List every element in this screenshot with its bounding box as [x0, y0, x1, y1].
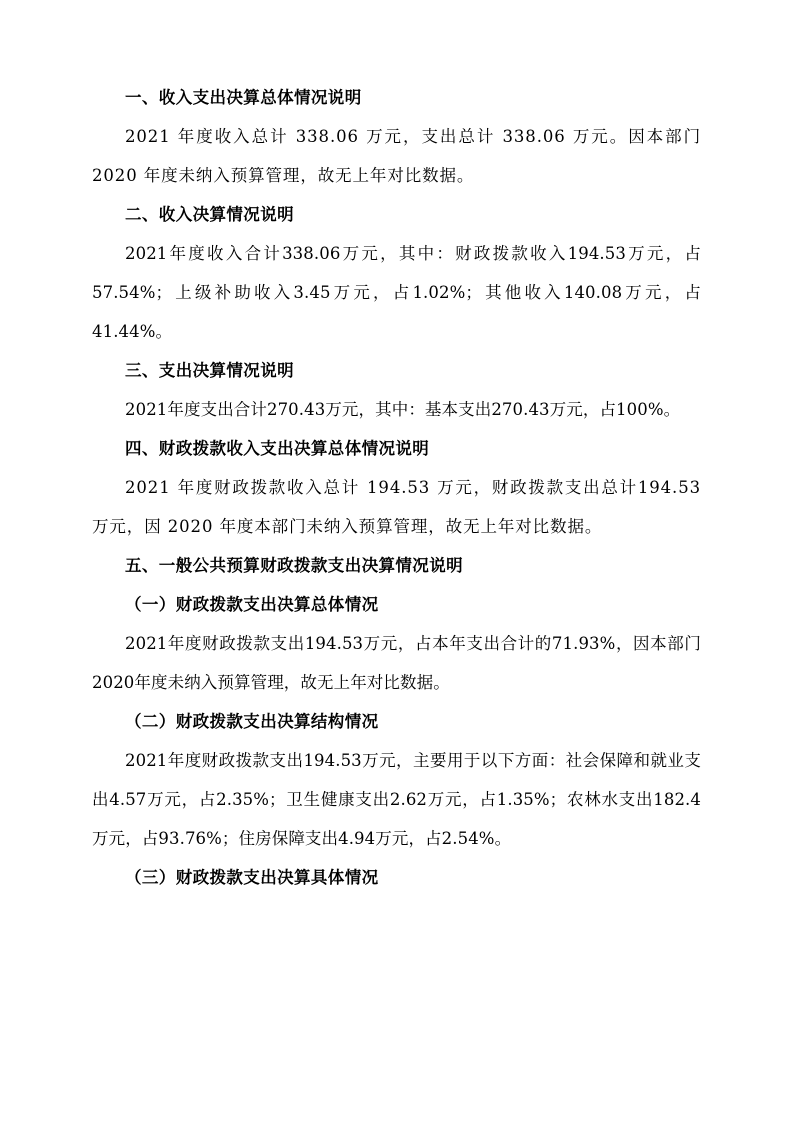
section-heading-5: 五、一般公共预算财政拨款支出决算情况说明: [125, 556, 463, 575]
subsection-paragraph-5-2: 2021年度财政拨款支出194.53万元，主要用于以下方面：社会保障和就业支出4.57万元，占2.35%；卫生健康支出2.62万元，占1.35%；农林水支出182.4万元，占93.76%；住房保障支出4.94万元，占2.54%。: [92, 751, 701, 848]
section-heading-2: 二、收入决算情况说明: [125, 205, 294, 224]
subsection-heading-5-2: （二）财政拨款支出决算结构情况: [125, 712, 379, 731]
section-paragraph-4: 2021 年度财政拨款收入总计 194.53 万元，财政拨款支出总计194.53 万元，因 2020 年度本部门未纳入预算管理，故无上年对比数据。: [92, 478, 701, 536]
section-heading-1: 一、收入支出决算总体情况说明: [125, 88, 362, 107]
section-heading-3: 三、支出决算情况说明: [125, 361, 294, 380]
section-paragraph-2: 2021年度收入合计338.06万元，其中：财政拨款收入194.53万元，占57.54%；上级补助收入3.45万元，占1.02%；其他收入140.08万元，占41.44%。: [92, 244, 701, 341]
section-paragraph-1: 2021 年度收入总计 338.06 万元，支出总计 338.06 万元。因本部门 2020 年度未纳入预算管理，故无上年对比数据。: [92, 127, 701, 185]
section-heading-4: 四、财政拨款收入支出决算总体情况说明: [125, 439, 430, 458]
subsection-heading-5-3: （三）财政拨款支出决算具体情况: [125, 868, 379, 887]
subsection-paragraph-5-1: 2021年度财政拨款支出194.53万元，占本年支出合计的71.93%，因本部门2020年度未纳入预算管理，故无上年对比数据。: [92, 634, 701, 692]
document-body: [92, 78, 701, 897]
subsection-heading-5-1: （一）财政拨款支出决算总体情况: [125, 595, 379, 614]
section-paragraph-3: 2021年度支出合计270.43万元，其中：基本支出270.43万元，占100%。: [125, 400, 681, 419]
